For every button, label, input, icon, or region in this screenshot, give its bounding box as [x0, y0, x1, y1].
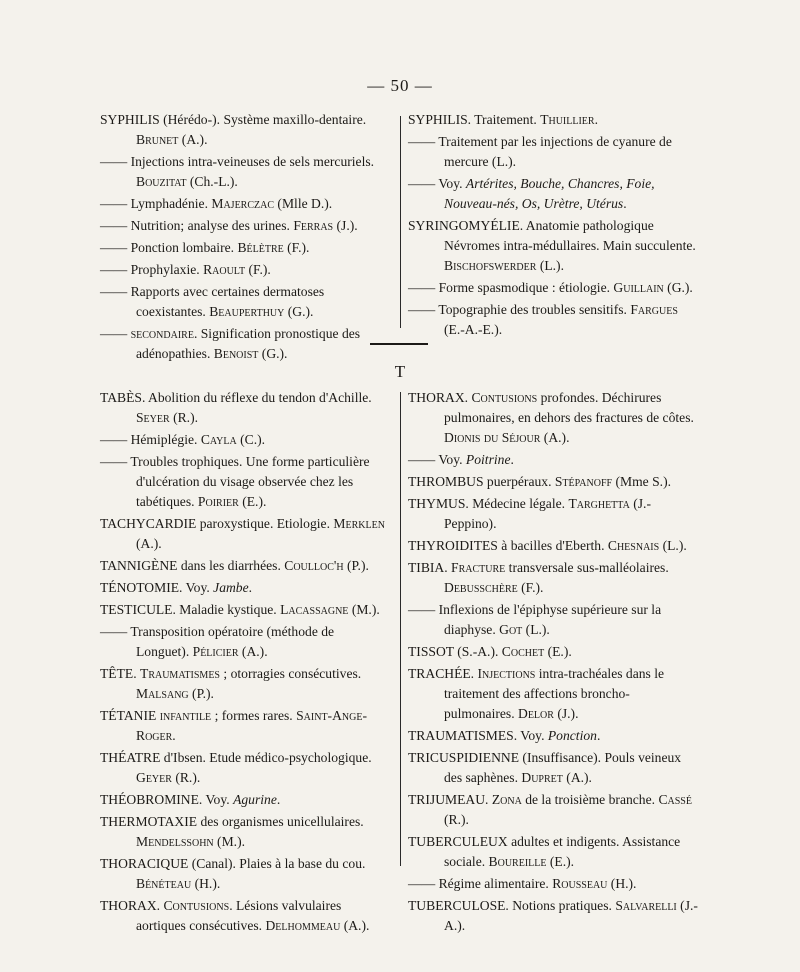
- author-name: Dionis du Séjour: [444, 430, 541, 445]
- entry-text: (H.).: [191, 876, 221, 891]
- entry-text: (J.-Peppino).: [444, 496, 651, 531]
- author-name: Targhetta: [568, 496, 630, 511]
- entry-text: —— Prophylaxie.: [100, 262, 204, 277]
- entry-text: TÉNOTOMIE. Voy.: [100, 580, 214, 595]
- index-entry: [100, 194, 390, 214]
- index-entry: [100, 790, 390, 810]
- entry-text: (P.).: [188, 686, 214, 701]
- index-entry: [100, 854, 390, 894]
- index-entry: [100, 896, 390, 936]
- author-name: Dupret: [521, 770, 563, 785]
- column-divider-bottom: [400, 392, 401, 866]
- cross-reference: Poitrine: [465, 452, 511, 467]
- entry-text: THÉOBROMINE. Voy.: [100, 792, 234, 807]
- index-entry: [408, 790, 698, 830]
- entry-text: TIBIA.: [408, 560, 452, 575]
- author-name: Coulloc'h: [284, 558, 344, 573]
- entry-text: TRICUSPIDIENNE (Insuffisance). Pouls veineux des saphènes.: [408, 750, 682, 785]
- entry-text: . Signification pronostique des adénopathies.: [136, 326, 361, 361]
- index-entry: [100, 216, 390, 236]
- section-letter: T: [394, 362, 406, 381]
- index-entry: [408, 874, 698, 894]
- author-name: Contusions: [471, 390, 538, 405]
- author-name: Benoist: [213, 346, 259, 361]
- entry-text: (A.).: [238, 644, 268, 659]
- author-name: Guillain: [613, 280, 664, 295]
- index-entry: [100, 324, 390, 364]
- author-name: Got: [499, 622, 523, 637]
- author-name: secondaire: [130, 326, 194, 341]
- column-t-right: [408, 388, 698, 938]
- entry-text: (E.).: [238, 494, 267, 509]
- entry-text: .: [596, 728, 601, 743]
- author-name: Delhommeau: [265, 918, 341, 933]
- author-name: Lacassagne: [280, 602, 349, 617]
- author-name: Poirier: [197, 494, 239, 509]
- entry-text: transversale sus-malléolaires.: [505, 560, 669, 575]
- index-entry: [100, 600, 390, 620]
- entry-text: (F.).: [283, 240, 310, 255]
- entry-text: (R.).: [444, 812, 469, 827]
- index-entry: [100, 812, 390, 852]
- entry-text: de la troisième branche.: [521, 792, 659, 807]
- entry-text: —— Injections intra-veineuses de sels mercuriels.: [100, 154, 375, 169]
- entry-text: —— Traitement par les injections de cyanure de mercure (L.).: [408, 134, 672, 169]
- entry-text: —— Topographie des troubles sensitifs.: [408, 302, 631, 317]
- section-separator: [370, 343, 428, 345]
- author-name: Cayla: [200, 432, 237, 447]
- entry-text: THERMOTAXIE des organismes unicellulaires.: [100, 814, 364, 829]
- author-name: Brunet: [136, 132, 179, 147]
- entry-text: TRIJUMEAU.: [408, 792, 492, 807]
- entry-text: —— Voy.: [408, 176, 466, 191]
- entry-text: (E.).: [546, 854, 575, 869]
- entry-text: ——: [100, 326, 131, 341]
- column-t-left: [100, 388, 390, 938]
- index-entry: [100, 514, 390, 554]
- author-name: Zona: [491, 792, 522, 807]
- index-entry: [408, 300, 698, 340]
- entry-text: TISSOT (S.-A.).: [408, 644, 502, 659]
- index-entry: [100, 260, 390, 280]
- column-s-right: [408, 110, 698, 342]
- index-entry: [100, 706, 390, 746]
- column-s-left: [100, 110, 390, 366]
- entry-text: (P.).: [343, 558, 369, 573]
- index-entry: [408, 110, 698, 130]
- index-entry: [408, 450, 698, 470]
- index-entry: [100, 748, 390, 788]
- author-name: Majerczac: [211, 196, 275, 211]
- entry-text: —— Forme spasmodique : étiologie.: [408, 280, 614, 295]
- author-name: Bouzitat: [136, 174, 187, 189]
- entry-text: (R.).: [169, 410, 198, 425]
- author-name: Fargues: [630, 302, 678, 317]
- entry-text: .: [276, 792, 281, 807]
- index-entry: [408, 726, 698, 746]
- entry-text: —— Ponction lombaire.: [100, 240, 238, 255]
- author-name: Stépanoff: [554, 474, 613, 489]
- index-entry: [408, 472, 698, 492]
- cross-reference: Agurine: [233, 792, 277, 807]
- entry-text: TÊTE.: [100, 666, 141, 681]
- index-entry: [408, 536, 698, 556]
- index-entry: [100, 282, 390, 322]
- index-entry: [408, 216, 698, 276]
- entry-text: .: [248, 580, 253, 595]
- entry-text: (E.-A.-E.).: [444, 322, 503, 337]
- author-name: Seyer: [136, 410, 170, 425]
- entry-text: (F.).: [245, 262, 271, 277]
- entry-text: —— Troubles trophiques. Une forme particulière d'ulcération du visage observée chez les tabétiques.: [100, 454, 370, 509]
- author-name: Bénéteau: [136, 876, 192, 891]
- index-entry: [408, 748, 698, 788]
- entry-text: TRAUMATISMES. Voy.: [408, 728, 548, 743]
- author-name: Beauperthuy: [209, 304, 285, 319]
- index-entry: [408, 558, 698, 598]
- author-name: Cochet: [501, 644, 545, 659]
- index-entry: [408, 832, 698, 872]
- entry-text: THYROIDITES à bacilles d'Eberth.: [408, 538, 608, 553]
- entry-text: ; formes rares.: [211, 708, 297, 723]
- entry-text: (G.).: [284, 304, 314, 319]
- index-entry: [100, 452, 390, 512]
- entry-text: (Mme S.).: [612, 474, 671, 489]
- author-name: Cassé: [658, 792, 692, 807]
- author-name: Chesnais: [607, 538, 660, 553]
- entry-text: .: [510, 452, 514, 467]
- entry-text: (F.).: [517, 580, 544, 595]
- entry-text: THÉATRE d'Ibsen. Etude médico-psychologique.: [100, 750, 372, 765]
- entry-text: (G.).: [663, 280, 693, 295]
- entry-text: THROMBUS puerpéraux.: [408, 474, 555, 489]
- cross-reference: Jambe: [213, 580, 249, 595]
- author-name: Raoult: [203, 262, 246, 277]
- page-number: — 50 —: [367, 76, 433, 95]
- entry-text: (L.).: [536, 258, 564, 273]
- entry-text: TUBERCULOSE. Notions pratiques.: [408, 898, 616, 913]
- author-name: Merklen: [333, 516, 385, 531]
- entry-text: SYRINGOMYÉLIE. Anatomie pathologique Névromes intra-médullaires. Main succulente.: [408, 218, 696, 253]
- author-name: Saint-Ange-Roger: [136, 708, 367, 743]
- index-entry: [100, 664, 390, 704]
- entry-text: (L.).: [659, 538, 687, 553]
- entry-text: —— Voy.: [408, 452, 466, 467]
- entry-text: SYPHILIS. Traitement.: [408, 112, 541, 127]
- index-entry: [408, 642, 698, 662]
- entry-text: (A.).: [340, 918, 370, 933]
- cross-reference: Artérites, Bouche, Chancres, Foie, Nouveau-nés, Os, Urètre, Utérus: [444, 176, 655, 211]
- entry-text: (M.).: [348, 602, 380, 617]
- author-name: Contusions: [163, 898, 230, 913]
- entry-text: THORAX.: [408, 390, 472, 405]
- entry-text: TANNIGÈNE dans les diarrhées.: [100, 558, 285, 573]
- entry-text: (J.).: [333, 218, 358, 233]
- entry-text: (G.).: [258, 346, 288, 361]
- index-entry: [100, 238, 390, 258]
- author-name: Ferras: [293, 218, 334, 233]
- column-divider-top: [400, 116, 401, 328]
- index-entry: [100, 388, 390, 428]
- entry-text: —— Lymphadénie.: [100, 196, 212, 211]
- index-entry: [100, 578, 390, 598]
- index-entry: [408, 132, 698, 172]
- author-name: Pélicier: [192, 644, 239, 659]
- entry-text: (A.).: [540, 430, 570, 445]
- author-name: Bischofswerder: [444, 258, 537, 273]
- author-name: infantile: [159, 708, 212, 723]
- author-name: Debusschère: [444, 580, 518, 595]
- author-name: Injections: [477, 666, 536, 681]
- index-entry: [100, 556, 390, 576]
- author-name: Salvarelli: [615, 898, 677, 913]
- entry-text: (A.).: [178, 132, 208, 147]
- entry-text: (J.-A.).: [444, 898, 698, 933]
- entry-text: SYPHILIS (Hérédo-). Système maxillo-dentaire.: [100, 112, 367, 127]
- author-name: Fracture: [451, 560, 506, 575]
- index-entry: [408, 600, 698, 640]
- entry-text: intra-trachéales dans le traitement des affections broncho-pulmonaires.: [444, 666, 665, 721]
- entry-text: (H.).: [607, 876, 637, 891]
- entry-text: (A.).: [136, 536, 162, 551]
- entry-text: TRACHÉE.: [408, 666, 478, 681]
- entry-text: TUBERCULEUX adultes et indigents. Assistance sociale.: [408, 834, 681, 869]
- entry-text: ; otorragies consécutives.: [220, 666, 362, 681]
- entry-text: .: [594, 112, 598, 127]
- index-entry: [408, 664, 698, 724]
- entry-text: —— Régime alimentaire.: [408, 876, 553, 891]
- entry-text: (R.).: [171, 770, 201, 785]
- index-entry: [100, 622, 390, 662]
- cross-reference: Ponction: [547, 728, 597, 743]
- entry-text: profondes. Déchirures pulmonaires, en dehors des fractures de côtes.: [444, 390, 694, 425]
- entry-text: —— Transposition opératoire (méthode de Longuet).: [100, 624, 335, 659]
- entry-text: (L.).: [522, 622, 550, 637]
- author-name: Malsang: [136, 686, 189, 701]
- entry-text: (J.).: [553, 706, 579, 721]
- entry-text: TABÈS. Abolition du réflexe du tendon d'Achille.: [100, 390, 372, 405]
- index-entry: [408, 896, 698, 936]
- author-name: Traumatismes: [140, 666, 220, 681]
- entry-text: —— Hémiplégie.: [100, 432, 201, 447]
- author-name: Delor: [518, 706, 554, 721]
- author-name: Rousseau: [552, 876, 608, 891]
- index-entry: [100, 152, 390, 192]
- entry-text: (A.).: [562, 770, 592, 785]
- entry-text: —— Inflexions de l'épiphyse supérieure sur la diaphyse.: [408, 602, 662, 637]
- index-entry: [408, 494, 698, 534]
- entry-text: THORAX.: [100, 898, 164, 913]
- entry-text: (Mlle D.).: [274, 196, 333, 211]
- entry-text: —— Rapports avec certaines dermatoses coexistantes.: [100, 284, 325, 319]
- index-entry: [100, 430, 390, 450]
- entry-text: (M.).: [213, 834, 245, 849]
- entry-text: TESTICULE. Maladie kystique.: [100, 602, 281, 617]
- entry-text: TÉTANIE: [100, 708, 160, 723]
- entry-text: .: [172, 728, 176, 743]
- entry-text: TACHYCARDIE paroxystique. Etiologie.: [100, 516, 334, 531]
- author-name: Mendelssohn: [136, 834, 214, 849]
- entry-text: THORACIQUE (Canal). Plaies à la base du cou.: [100, 856, 366, 871]
- entry-text: (Ch.-L.).: [186, 174, 238, 189]
- index-entry: [408, 388, 698, 448]
- entry-text: THYMUS. Médecine légale.: [408, 496, 569, 511]
- author-name: Boureille: [488, 854, 547, 869]
- author-name: Thuillier: [540, 112, 595, 127]
- entry-text: .: [623, 196, 627, 211]
- author-name: Geyer: [136, 770, 172, 785]
- index-entry: [100, 110, 390, 150]
- entry-text: —— Nutrition; analyse des urines.: [100, 218, 294, 233]
- entry-text: (E.).: [544, 644, 572, 659]
- index-entry: [408, 278, 698, 298]
- author-name: Bélètre: [237, 240, 284, 255]
- index-entry: [408, 174, 698, 214]
- entry-text: (C.).: [236, 432, 266, 447]
- entry-text: . Lésions valvulaires aortiques consécutives.: [136, 898, 342, 933]
